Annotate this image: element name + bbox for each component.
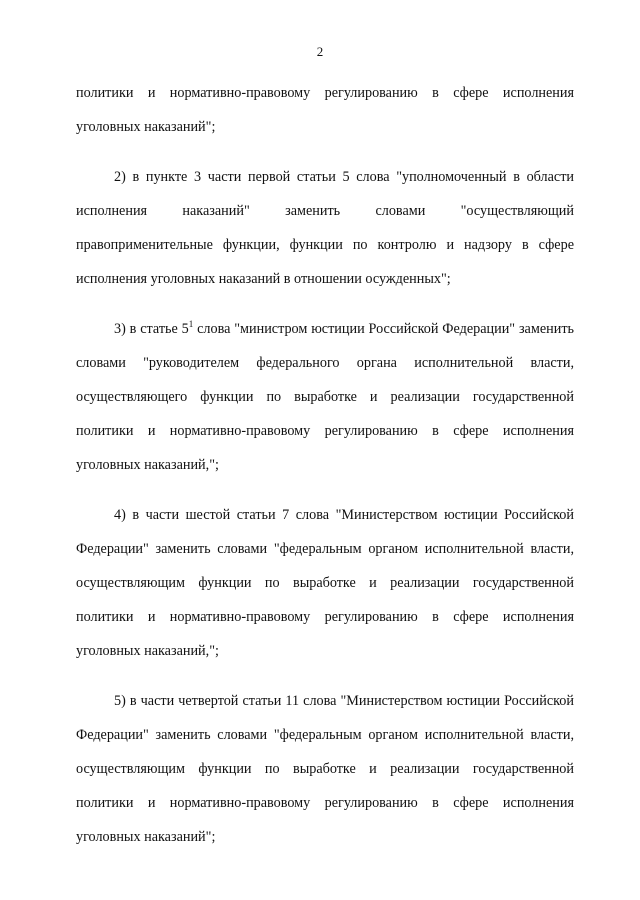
paragraph-item-4: 4) в части шестой статьи 7 слова "Министерством юстиции Российской Федерации" заменить словами "федеральным органом исполнительной власти, осуществляющим функции по выработке и реализации государственной политики и нормативно-правовому регулированию в сфере исполнения уголовных наказаний,"; (76, 507, 574, 659)
paragraph-item-2: 2) в пункте 3 части первой статьи 5 слова "уполномоченный в области исполнения наказаний" заменить словами "осуществляющий правоприменительные функции, функции по контролю и надзору в сфере исполнения уголовных наказаний в отношении осужденных"; (76, 169, 574, 287)
paragraph-continuation: политики и нормативно-правовому регулированию в сфере исполнения уголовных наказаний"; (76, 85, 574, 135)
article-superscript: 1 (188, 319, 194, 329)
paragraph-item-5: 5) в части четвертой статьи 11 слова "Министерством юстиции Российской Федерации" заменить словами "федеральным органом исполнительной власти, осуществляющим функции по выработке и реализации государственной политики и нормативно-правовому регулированию в сфере исполнения уголовных наказаний"; (76, 693, 574, 845)
page-number: 2 (316, 44, 324, 59)
paragraph-item-3-rest: слова "министром юстиции Российской Федерации" заменить словами "руководителем федерального органа исполнительной власти, осуществляющего функции по выработке и реализации государственной политики и нормативно-правовому регулированию в сфере исполнения уголовных наказаний,"; (76, 321, 574, 473)
document-body (76, 76, 574, 854)
paragraph-item-3 (76, 312, 574, 482)
paragraph-item-3-lead: 3) в статье 5 (114, 321, 189, 337)
